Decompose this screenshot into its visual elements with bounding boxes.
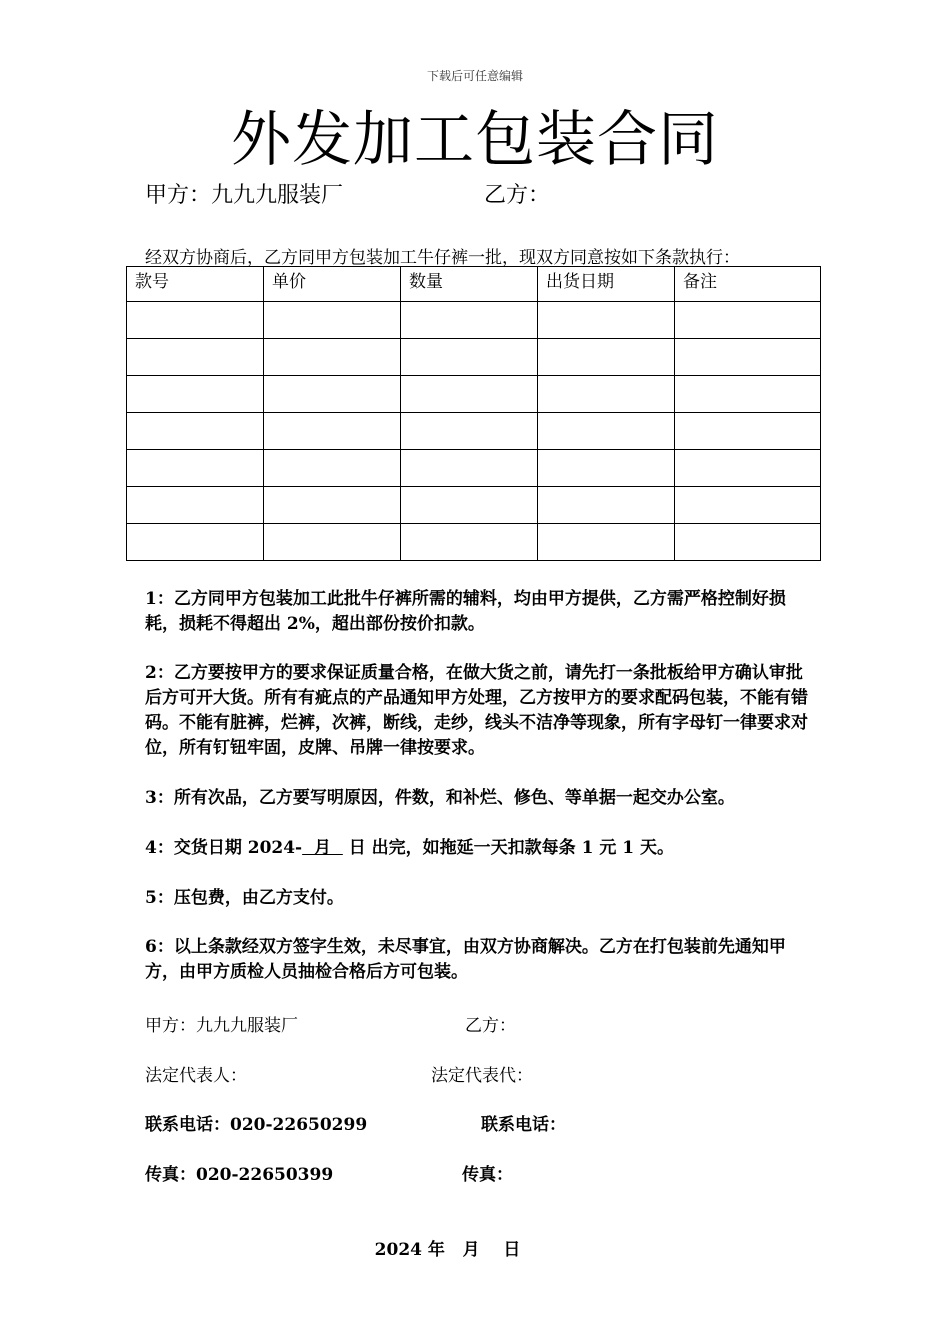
contract-title: 外发加工包装合同 bbox=[231, 105, 719, 175]
table-cell bbox=[127, 339, 264, 376]
table-row bbox=[127, 339, 821, 376]
column-header-style-no: 款号 bbox=[127, 267, 264, 302]
table-row bbox=[127, 524, 821, 561]
table-cell bbox=[127, 376, 264, 413]
table-cell bbox=[538, 339, 675, 376]
phone-a: 联系电话：020-22650299 bbox=[145, 1115, 368, 1135]
table-cell bbox=[538, 450, 675, 487]
fax-b: 传真： bbox=[462, 1165, 513, 1185]
table-cell bbox=[538, 487, 675, 524]
clause-6: 6：以上条款经双方签字生效，未尽事宜，由双方协商解决。乙方在打包装前先通知甲方，由甲方质检人员抽检合格后方可包装。 bbox=[145, 937, 786, 982]
table-cell bbox=[264, 302, 401, 339]
representative-b: 法定代表代： bbox=[431, 1066, 533, 1086]
column-header-remarks: 备注 bbox=[675, 267, 821, 302]
table-header-row bbox=[127, 267, 821, 302]
table-cell bbox=[675, 376, 821, 413]
party-a-heading: 甲方：九九九服装厂 bbox=[145, 183, 344, 208]
table-cell bbox=[401, 413, 538, 450]
clause-4-suffix: 日 出完，如拖延一天扣款每条 1 元 1 天。 bbox=[342, 838, 674, 858]
table-cell bbox=[264, 524, 401, 561]
table-cell bbox=[538, 413, 675, 450]
items-table bbox=[126, 266, 821, 561]
contract-date: 2024 年 月 日 bbox=[374, 1240, 521, 1260]
table-cell bbox=[401, 450, 538, 487]
header-note: 下载后可任意编辑 bbox=[426, 69, 523, 83]
representative-a: 法定代表人： bbox=[145, 1066, 247, 1086]
fax-a: 传真：020-22650399 bbox=[145, 1165, 334, 1185]
table-cell bbox=[401, 302, 538, 339]
table-cell bbox=[127, 302, 264, 339]
table-row bbox=[127, 450, 821, 487]
table-row bbox=[127, 376, 821, 413]
clause-2: 2：乙方要按甲方的要求保证质量合格，在做大货之前，请先打一条批板给甲方确认审批后方可开大货。所有有疵点的产品通知甲方处理，乙方按甲方的要求配码包装，不能有错码。不能有脏裤，烂裤，次裤，断线，走纱，线头不洁净等现象，所有字母钉一律要求对位，所有钉钮牢固，皮牌、吊牌一律按要求。 bbox=[145, 663, 808, 758]
intro-paragraph: 经双方协商后，乙方同甲方包装加工牛仔裤一批，现双方同意按如下条款执行： bbox=[145, 248, 740, 268]
table-row bbox=[127, 413, 821, 450]
table-cell bbox=[127, 450, 264, 487]
table-cell bbox=[127, 487, 264, 524]
table-cell bbox=[675, 302, 821, 339]
table-cell bbox=[264, 413, 401, 450]
table-cell bbox=[538, 302, 675, 339]
clause-3: 3：所有次品，乙方要写明原因，件数，和补烂、修色、等单据一起交办公室。 bbox=[145, 788, 735, 808]
table-cell bbox=[675, 450, 821, 487]
clause-4 bbox=[145, 836, 810, 861]
column-header-ship-date: 出货日期 bbox=[538, 267, 675, 302]
signature-party-b: 乙方： bbox=[465, 1016, 516, 1036]
table-cell bbox=[264, 376, 401, 413]
table-cell bbox=[127, 413, 264, 450]
table-cell bbox=[675, 487, 821, 524]
clause-1: 1：乙方同甲方包装加工此批牛仔裤所需的辅料，均由甲方提供，乙方需严格控制好损耗，损耗不得超出 2%，超出部份按价扣款。 bbox=[145, 589, 786, 634]
clause-5: 5：压包费，由乙方支付。 bbox=[145, 888, 344, 908]
signature-party-a: 甲方：九九九服装厂 bbox=[145, 1016, 298, 1036]
column-header-quantity: 数量 bbox=[401, 267, 538, 302]
delivery-month-blank: 月 bbox=[302, 838, 343, 858]
table-cell bbox=[401, 524, 538, 561]
table-cell bbox=[401, 339, 538, 376]
table-row bbox=[127, 487, 821, 524]
clause-4-prefix: 4：交货日期 2024- bbox=[145, 838, 303, 858]
table-cell bbox=[127, 524, 264, 561]
table-cell bbox=[538, 376, 675, 413]
party-b-heading: 乙方： bbox=[484, 183, 551, 208]
table-row bbox=[127, 302, 821, 339]
table-cell bbox=[264, 487, 401, 524]
table-cell bbox=[401, 376, 538, 413]
column-header-unit-price: 单价 bbox=[264, 267, 401, 302]
table-cell bbox=[675, 413, 821, 450]
table-cell bbox=[675, 524, 821, 561]
phone-b: 联系电话： bbox=[481, 1115, 566, 1135]
table-cell bbox=[538, 524, 675, 561]
table-cell bbox=[264, 450, 401, 487]
table-cell bbox=[675, 339, 821, 376]
table-cell bbox=[401, 487, 538, 524]
table-cell bbox=[264, 339, 401, 376]
